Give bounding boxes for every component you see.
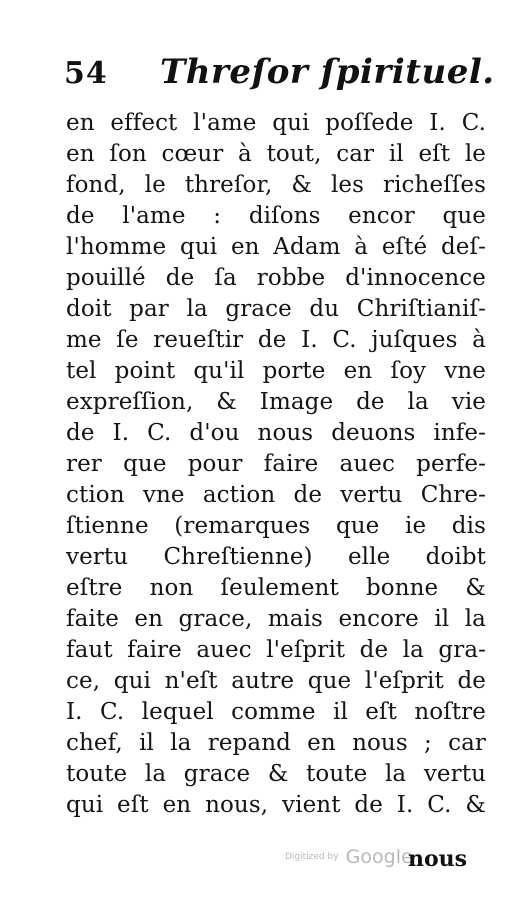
- watermark-prefix: Digitized by: [285, 852, 339, 862]
- text-line: ce, qui n'eſt autre que l'eſprit de: [66, 668, 486, 694]
- text-line: de I. C. d'ou nous deuons infe-: [66, 420, 486, 446]
- text-line: expreſſion, & Image de la vie: [66, 389, 486, 415]
- digitization-watermark: [285, 846, 413, 868]
- text-line: l'homme qui en Adam à eſté deſ-: [66, 234, 486, 260]
- page-footer: [0, 846, 530, 876]
- text-line: I. C. lequel comme il eſt noſtre: [66, 699, 486, 725]
- running-title: Threſor ſpirituel.: [160, 52, 495, 92]
- page-header: [64, 50, 494, 102]
- text-line: faite en grace, mais encore il la: [66, 606, 486, 632]
- text-line: fond, le threſor, & les richeſſes: [66, 172, 486, 198]
- text-line: rer que pour faire auec perfe-: [66, 451, 486, 477]
- text-line: en ſon cœur à tout, car il eſt le: [66, 141, 486, 167]
- text-line: qui eſt en nous, vient de I. C. &: [66, 792, 486, 818]
- text-line: chef, il la repand en nous ; car: [66, 730, 486, 756]
- text-line: de l'ame : diſons encor que: [66, 203, 486, 229]
- text-line: vertu Chreſtienne) elle doibt: [66, 544, 486, 570]
- text-line: toute la grace & toute la vertu: [66, 761, 486, 787]
- text-line: doit par la grace du Chriſtianiſ-: [66, 296, 486, 322]
- text-line: faut faire auec l'eſprit de la gra-: [66, 637, 486, 663]
- text-line: ſtienne (remarques que ie dis: [66, 513, 486, 539]
- text-line: pouillé de ſa robbe d'innocence: [66, 265, 486, 291]
- page-number: 54: [64, 56, 108, 91]
- text-line: ction vne action de vertu Chre-: [66, 482, 486, 508]
- text-line: tel point qu'il porte en ſoy vne: [66, 358, 486, 384]
- text-line: me ſe reueſtir de I. C. juſques à: [66, 327, 486, 353]
- body-text: [66, 108, 486, 821]
- catchword: nous: [408, 846, 468, 872]
- text-line: eſtre non ſeulement bonne &: [66, 575, 486, 601]
- text-line: en effect l'ame qui poſſede I. C.: [66, 110, 486, 136]
- watermark-brand: Google: [345, 846, 413, 868]
